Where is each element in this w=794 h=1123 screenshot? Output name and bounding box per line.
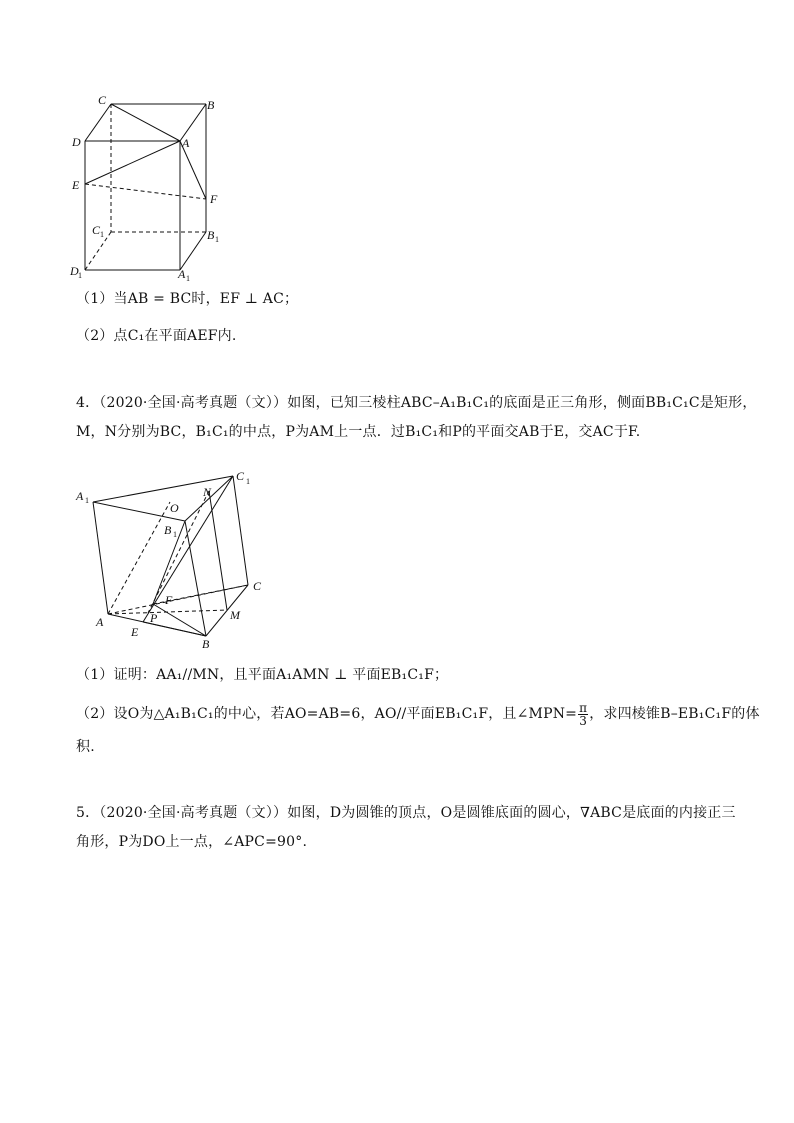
fig1-label-a1: A <box>178 267 186 281</box>
figure-prism-diagram <box>68 462 278 652</box>
q4-part1: （1）证明：AA₁//MN，且平面A₁AMN ⊥ 平面EB₁C₁F； <box>76 667 449 683</box>
fig1-label-c1: C <box>92 223 101 237</box>
fig1-label-b1: B <box>207 228 215 242</box>
fig2-label-c1: C <box>236 469 245 483</box>
pi-over-3-fraction <box>578 702 588 727</box>
fig2-label-a1: A <box>76 489 84 503</box>
fig1-label-e: E <box>72 178 80 192</box>
fraction-denominator: 3 <box>579 713 588 728</box>
fig1-label-d: D <box>72 135 81 149</box>
q3-part1: （1）当AB = BC时，EF ⊥ AC； <box>76 291 299 307</box>
fig2-label-a1-sub: 1 <box>85 496 89 505</box>
q5-stem-line1: 5．（2020·全国·高考真题（文））如图，D为圆锥的顶点，O是圆锥底面的圆心，∇ABC是底面的内接正三 <box>76 805 736 821</box>
fig2-label-a: A <box>96 615 104 629</box>
fig2-label-p: P <box>150 611 158 625</box>
fig1-label-c: C <box>98 93 107 107</box>
fig1-label-f: F <box>210 192 218 206</box>
q4-part2-text-before: （2）设O为△A₁B₁C₁的中心，若AO=AB=6，AO//平面EB₁C₁F，且∠MPN= <box>76 706 578 722</box>
fig2-label-f: F <box>165 593 173 607</box>
fraction-numerator: π <box>579 700 588 715</box>
fig2-label-m: M <box>230 608 240 622</box>
fig2-label-b1-sub: 1 <box>173 530 177 539</box>
fig2-label-o: O <box>170 501 179 515</box>
q3-part2: （2）点C₁在平面AEF内. <box>76 328 237 344</box>
fig1-label-d1: D <box>70 264 79 278</box>
fig2-label-n: N <box>203 485 212 499</box>
fig2-label-c1-sub: 1 <box>246 477 250 486</box>
fig2-label-e: E <box>131 625 139 639</box>
fig1-label-a: A <box>182 136 190 150</box>
fig1-label-d1-sub: 1 <box>78 271 82 280</box>
q4-part2-text-after: ，求四棱锥B–EB₁C₁F的体 <box>589 706 760 722</box>
fig2-label-c: C <box>253 579 262 593</box>
q5-stem-line2: 角形，P为DO上一点，∠APC=90°. <box>76 834 308 850</box>
q4-stem-line1: 4．（2020·全国·高考真题（文））如图，已知三棱柱ABC–A₁B₁C₁的底面是正三角形，侧面BB₁C₁C是矩形， <box>76 395 757 411</box>
figure-box-diagram <box>64 92 234 287</box>
fig1-label-b: B <box>207 98 215 112</box>
q4-part2-end: 积. <box>76 739 95 755</box>
fig1-label-c1-sub: 1 <box>100 230 104 239</box>
fig1-label-a1-sub: 1 <box>186 274 190 283</box>
fig1-label-b1-sub: 1 <box>215 235 219 244</box>
q4-part2 <box>76 700 760 728</box>
q4-stem-line2: M，N分别为BC，B₁C₁的中点，P为AM上一点．过B₁C₁和P的平面交AB于E，交AC于F. <box>76 424 641 440</box>
fig2-label-b: B <box>202 637 210 651</box>
fig2-label-b1: B <box>164 523 172 537</box>
